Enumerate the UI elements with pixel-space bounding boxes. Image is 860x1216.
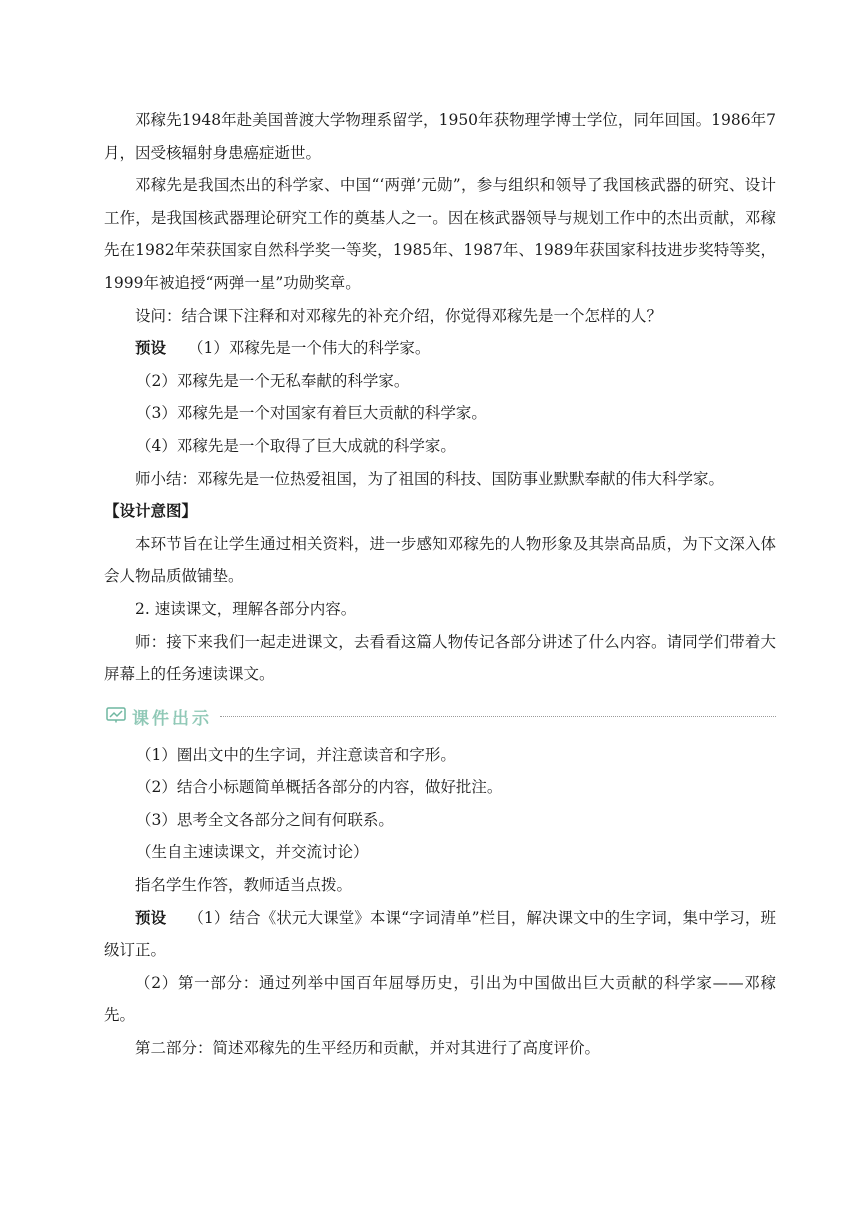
preset-label: 预设 [135, 338, 167, 358]
question-paragraph: 设问：结合课下注释和对邓稼先的补充介绍，你觉得邓稼先是一个怎样的人？ [135, 306, 663, 325]
task-item: （1）圈出文中的生字词，并注意读音和字形。 [136, 745, 456, 764]
preset-line-2 [104, 902, 776, 967]
presentation-chart-icon [106, 707, 132, 727]
courseware-title: 课件出示 [132, 709, 212, 730]
biography-paragraph: 邓稼先1948年赴美国普渡大学物理系留学，1950年获物理学博士学位，同年回国。1986年7月，因受核辐射身患癌症逝世。 [104, 111, 776, 162]
teacher-summary: 师小结：邓稼先是一位热爱祖国，为了祖国的科技、国防事业默默奉献的伟大科学家。 [135, 469, 725, 488]
step-heading: 2. 速读课文，理解各部分内容。 [135, 599, 357, 618]
task-item: （2）结合小标题简单概括各部分的内容，做好批注。 [136, 778, 503, 797]
preset-answer: 第二部分：简述邓稼先的生平经历和贡献，并对其进行了高度评价。 [135, 1039, 601, 1058]
teacher-instruction: 师：接下来我们一起走进课文，去看看这篇人物传记各部分讲述了什么内容。请同学们带着大屏幕上的任务速读课文。 [104, 632, 776, 684]
preset-answer: （1）结合《状元大课堂》本课“字词清单”栏目，解决课文中的生字词，集中学习，班级订正。 [104, 908, 776, 960]
preset-label: 预设 [135, 907, 167, 927]
preset-answer: （4）邓稼先是一个取得了巨大成就的科学家。 [136, 436, 456, 455]
achievements-paragraph: 邓稼先是我国杰出的科学家、中国“‘两弹’元勋”，参与组织和领导了我国核武器的研究、设计工作，是我国核武器理论研究工作的奠基人之一。因在核武器领导与规划工作中的杰出贡献，邓稼先在1982年荣获国家自然科学奖一等奖，1985年、1987年、1989年获国家科技进步奖特等奖，1999年被追授“两弹一星”功勋奖章。 [104, 176, 776, 292]
document-page [104, 104, 776, 1065]
courseware-banner [106, 701, 776, 733]
preset-line-1 [104, 332, 776, 365]
preset-answer: （2）邓稼先是一个无私奉献的科学家。 [136, 371, 410, 390]
preset-answer: （2）第一部分：通过列举中国百年屈辱历史，引出为中国做出巨大贡献的科学家——邓稼先。 [104, 973, 776, 1025]
courseware-divider [220, 716, 776, 717]
preset-answer: （1）邓稼先是一个伟大的科学家。 [188, 339, 431, 358]
design-intent-text: 本环节旨在让学生通过相关资料，进一步感知邓稼先的人物形象及其崇高品质，为下文深入体会人物品质做铺垫。 [104, 534, 776, 586]
task-item: （3）思考全文各部分之间有何联系。 [136, 810, 394, 829]
design-intent-heading: 【设计意图】 [104, 502, 198, 521]
teacher-guidance: 指名学生作答，教师适当点拨。 [135, 876, 353, 895]
student-activity: （生自主速读课文，并交流讨论） [136, 843, 369, 862]
preset-answer: （3）邓稼先是一个对国家有着巨大贡献的科学家。 [136, 404, 487, 423]
